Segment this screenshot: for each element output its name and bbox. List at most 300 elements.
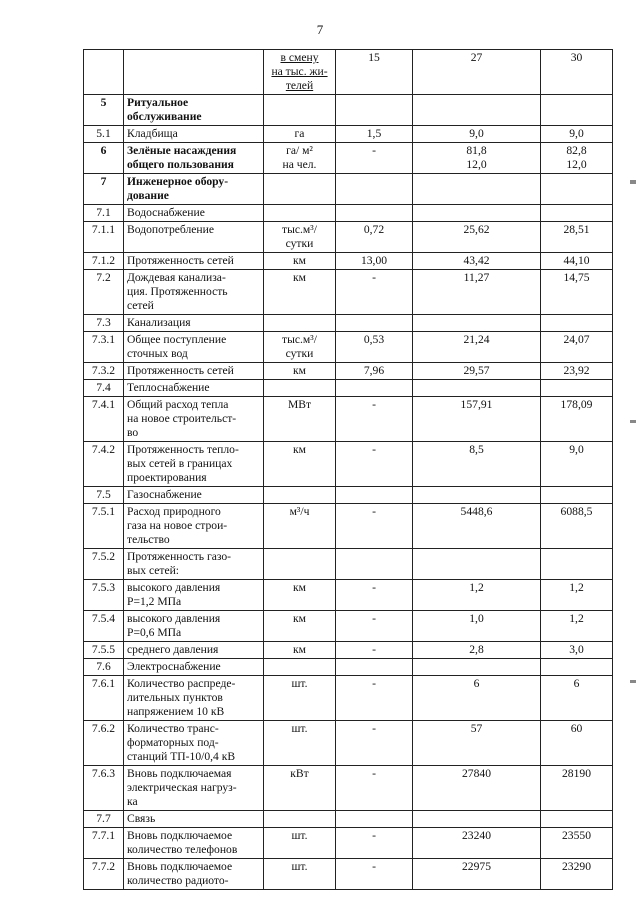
- cell-name-text: среднего давления: [127, 643, 219, 656]
- cell-num: [84, 580, 124, 611]
- cell-num-text: 5.1: [96, 127, 111, 140]
- cell-unit: [264, 642, 336, 659]
- cell-unit: [264, 859, 336, 890]
- cell-v1-text: -: [372, 144, 376, 157]
- cell-v2-text: 43,42: [463, 254, 490, 267]
- cell-v3-text: 3,0: [569, 643, 584, 656]
- table-row: [84, 95, 613, 126]
- cell-v3: [541, 380, 613, 397]
- cell-unit: [264, 143, 336, 174]
- cell-name: [124, 721, 264, 766]
- table-row: [84, 205, 613, 222]
- cell-unit-text: шт.: [291, 860, 308, 873]
- cell-v1: [336, 659, 413, 676]
- cell-name-text: Общий расход тепла на новое строительст- во: [127, 398, 237, 439]
- cell-name: [124, 659, 264, 676]
- cell-unit: [264, 766, 336, 811]
- cell-v2: [413, 721, 541, 766]
- cell-v1: [336, 580, 413, 611]
- cell-v2-text: 5448,6: [460, 505, 493, 518]
- scan-edge-mark: [630, 180, 636, 184]
- cell-v3: [541, 642, 613, 659]
- cell-v1: [336, 611, 413, 642]
- cell-v1: [336, 174, 413, 205]
- cell-v1-text: -: [372, 443, 376, 456]
- cell-name-text: Инженерное обору- дование: [127, 175, 229, 202]
- cell-v3: [541, 205, 613, 222]
- cell-unit-text: МВт: [287, 398, 312, 411]
- cell-unit-text: шт.: [291, 829, 308, 842]
- cell-v1-text: -: [372, 271, 376, 284]
- cell-v3-text: 6: [573, 677, 580, 690]
- cell-v3: [541, 676, 613, 721]
- cell-num: [84, 811, 124, 828]
- cell-v2-text: 21,24: [463, 333, 490, 346]
- cell-v2: [413, 549, 541, 580]
- cell-v2: [413, 363, 541, 380]
- cell-v2: [413, 222, 541, 253]
- cell-name: [124, 828, 264, 859]
- table-row: [84, 659, 613, 676]
- cell-name: [124, 504, 264, 549]
- table-row: [84, 332, 613, 363]
- cell-num: [84, 222, 124, 253]
- cell-unit-text: га/ м² на чел.: [282, 144, 317, 171]
- table-row: [84, 442, 613, 487]
- cell-v1-text: -: [372, 505, 376, 518]
- cell-v2-text: 22975: [462, 860, 491, 873]
- cell-v3: [541, 253, 613, 270]
- cell-v2-text: 29,57: [463, 364, 490, 377]
- cell-unit-text: шт.: [291, 677, 308, 690]
- table-body: [84, 50, 613, 890]
- cell-unit-text: км: [293, 364, 306, 377]
- cell-num: [84, 504, 124, 549]
- cell-num: [84, 315, 124, 332]
- cell-num: [84, 397, 124, 442]
- cell-num-text: 7.5.1: [91, 505, 116, 518]
- table-row: [84, 270, 613, 315]
- cell-num-text: 7.1.1: [91, 223, 116, 236]
- cell-name: [124, 766, 264, 811]
- cell-name-text: высокого давления Р=0,6 МПа: [127, 612, 221, 639]
- cell-v2: [413, 332, 541, 363]
- table-row: [84, 721, 613, 766]
- cell-name: [124, 315, 264, 332]
- cell-num-text: 7.6.3: [91, 767, 116, 780]
- cell-name-text: Расход природного газа на новое строи- тельство: [127, 505, 228, 546]
- cell-v1: [336, 721, 413, 766]
- cell-unit-text: км: [293, 271, 306, 284]
- cell-unit: [264, 504, 336, 549]
- indicators-table: [83, 49, 613, 890]
- cell-num: [84, 676, 124, 721]
- cell-name-text: Количество транс- форматорных под- станций ТП-10/0,4 кВ: [127, 722, 236, 763]
- cell-v3: [541, 859, 613, 890]
- cell-v2-text: 81,8 12,0: [466, 144, 487, 171]
- cell-name: [124, 611, 264, 642]
- cell-name-text: Зелёные насаждения общего пользования: [127, 144, 237, 171]
- cell-v1-text: 0,53: [363, 333, 385, 346]
- cell-num-text: 7.4.1: [91, 398, 116, 411]
- cell-v1: [336, 642, 413, 659]
- cell-name: [124, 253, 264, 270]
- cell-unit: [264, 270, 336, 315]
- cell-unit-text: км: [293, 254, 306, 267]
- cell-v3-text: 1,2: [569, 612, 584, 625]
- cell-v2-text: 25,62: [463, 223, 490, 236]
- cell-v1: [336, 332, 413, 363]
- page-number: 7: [316, 22, 324, 37]
- cell-v2-text: 1,0: [469, 612, 484, 625]
- cell-v3: [541, 332, 613, 363]
- cell-num-text: 6: [100, 144, 107, 157]
- cell-unit: [264, 487, 336, 504]
- cell-v1: [336, 270, 413, 315]
- cell-name-text: Водоснабжение: [127, 206, 205, 219]
- cell-name-text: Электроснабжение: [127, 660, 221, 673]
- cell-name: [124, 442, 264, 487]
- cell-v2: [413, 270, 541, 315]
- cell-v3-text: 6088,5: [560, 505, 593, 518]
- cell-v1-text: -: [372, 612, 376, 625]
- cell-v1: [336, 143, 413, 174]
- cell-name: [124, 126, 264, 143]
- table-row: [84, 143, 613, 174]
- cell-num: [84, 442, 124, 487]
- cell-v2: [413, 205, 541, 222]
- table-row: [84, 642, 613, 659]
- cell-num-text: 7.7.1: [91, 829, 116, 842]
- cell-num-text: 7.1.2: [91, 254, 116, 267]
- cell-v3: [541, 222, 613, 253]
- cell-name: [124, 549, 264, 580]
- cell-v1: [336, 504, 413, 549]
- cell-num: [84, 549, 124, 580]
- cell-v2-text: 11,27: [463, 271, 490, 284]
- cell-num-text: 7.3: [96, 316, 111, 329]
- cell-name-text: Связь: [127, 812, 156, 825]
- scan-edge-mark: [630, 680, 636, 683]
- cell-num: [84, 253, 124, 270]
- cell-v1: [336, 126, 413, 143]
- cell-v1: [336, 487, 413, 504]
- cell-name-text: Дождевая канализа- ция. Протяженность сетей: [127, 271, 228, 312]
- cell-name: [124, 676, 264, 721]
- cell-v3: [541, 549, 613, 580]
- cell-v2: [413, 143, 541, 174]
- table-row: [84, 580, 613, 611]
- cell-v1: [336, 442, 413, 487]
- cell-num-text: 7.3.1: [91, 333, 116, 346]
- cell-name-text: Вновь подключаемое количество радиото-: [127, 860, 233, 887]
- cell-name: [124, 380, 264, 397]
- unit-text: в смену на тыс. жи- телей: [271, 51, 328, 92]
- cell-name-text: Протяженность газо- вых сетей:: [127, 550, 232, 577]
- cell-v1: [336, 315, 413, 332]
- cell-v3-text: 1,2: [569, 581, 584, 594]
- cell-v2: [413, 580, 541, 611]
- cell-v1-text: -: [372, 860, 376, 873]
- cell-name: [124, 270, 264, 315]
- cell-num: [84, 95, 124, 126]
- cell-name: [124, 332, 264, 363]
- cell-num-text: 7.3.2: [91, 364, 116, 377]
- cell-unit: [264, 721, 336, 766]
- cell-v1: [336, 676, 413, 721]
- cell-v1: [336, 397, 413, 442]
- table-row: [84, 811, 613, 828]
- cell-num-text: 7.1: [96, 206, 111, 219]
- cell-v3-text: 14,75: [563, 271, 590, 284]
- cell-v1: 15: [336, 50, 413, 95]
- cell-num: [84, 766, 124, 811]
- table-row: [84, 174, 613, 205]
- table-row: [84, 828, 613, 859]
- cell-v2: [413, 487, 541, 504]
- cell-unit-text: тыс.м³/ сутки: [282, 333, 317, 360]
- cell-v1-text: 1,5: [366, 127, 382, 140]
- cell-unit: [264, 222, 336, 253]
- cell-name: [124, 143, 264, 174]
- cell-v3-text: 28,51: [563, 223, 590, 236]
- cell-name: [124, 50, 264, 95]
- cell-v1: [336, 222, 413, 253]
- cell-v3: [541, 659, 613, 676]
- cell-v3-text: 44,10: [563, 254, 590, 267]
- cell-v3-text: 24,07: [563, 333, 590, 346]
- cell-name-text: Кладбища: [127, 127, 178, 140]
- cell-name-text: Протяженность сетей: [127, 364, 234, 377]
- cell-v3: [541, 828, 613, 859]
- cell-name-text: Канализация: [127, 316, 191, 329]
- cell-v3-text: 60: [570, 722, 583, 735]
- cell-unit: [264, 580, 336, 611]
- cell-v3-text: 28190: [562, 767, 591, 780]
- cell-v1-text: -: [372, 677, 376, 690]
- cell-name: [124, 580, 264, 611]
- cell-v3: 30: [541, 50, 613, 95]
- table-row: [84, 222, 613, 253]
- cell-name-text: Количество распреде- лительных пунктов напряжением 10 кВ: [127, 677, 236, 718]
- table-row: [84, 380, 613, 397]
- cell-num: [84, 50, 124, 95]
- cell-unit: [264, 442, 336, 487]
- cell-name: [124, 859, 264, 890]
- cell-num-text: 5: [100, 96, 107, 109]
- cell-unit: [264, 380, 336, 397]
- cell-unit: [264, 549, 336, 580]
- cell-v1: [336, 363, 413, 380]
- cell-unit: [264, 811, 336, 828]
- cell-v1-text: 13,00: [360, 254, 388, 267]
- cell-v3-text: 178,09: [560, 398, 593, 411]
- cell-name-text: Теплоснабжение: [127, 381, 210, 394]
- cell-v3-text: 23290: [562, 860, 591, 873]
- cell-name: [124, 363, 264, 380]
- cell-v3: [541, 487, 613, 504]
- cell-v1: [336, 766, 413, 811]
- cell-name-text: Водопотребление: [127, 223, 214, 236]
- table-row: [84, 363, 613, 380]
- cell-unit: [264, 253, 336, 270]
- cell-name-text: Общее поступление сточных вод: [127, 333, 227, 360]
- cell-name-text: Газоснабжение: [127, 488, 202, 501]
- cell-name-text: Протяженность тепло- вых сетей в границах проектирования: [127, 443, 239, 484]
- cell-v2: [413, 766, 541, 811]
- cell-num-text: 7.4.2: [91, 443, 116, 456]
- cell-v3: [541, 143, 613, 174]
- cell-v2: [413, 828, 541, 859]
- cell-v2: [413, 315, 541, 332]
- cell-v2: [413, 380, 541, 397]
- cell-name-text: Протяженность сетей: [127, 254, 234, 267]
- cell-v2: [413, 611, 541, 642]
- cell-num-text: 7.6: [96, 660, 111, 673]
- cell-v2: [413, 504, 541, 549]
- cell-num: [84, 487, 124, 504]
- table-row: [84, 253, 613, 270]
- cell-v2: [413, 126, 541, 143]
- cell-unit: [264, 676, 336, 721]
- cell-v2-text: 57: [470, 722, 483, 735]
- cell-num-text: 7.2: [96, 271, 111, 284]
- table-row: [84, 859, 613, 890]
- cell-v1-text: -: [372, 767, 376, 780]
- scan-edge-mark: [630, 420, 636, 423]
- cell-v2: [413, 95, 541, 126]
- cell-unit: [264, 95, 336, 126]
- cell-num: [84, 828, 124, 859]
- cell-v1-text: -: [372, 581, 376, 594]
- cell-v3: [541, 315, 613, 332]
- cell-v1-text: -: [372, 398, 376, 411]
- cell-v3-text: 82,8 12,0: [566, 144, 587, 171]
- cell-num-text: 7.5: [96, 488, 111, 501]
- cell-v3-text: 9,0: [569, 127, 584, 140]
- cell-num: [84, 859, 124, 890]
- cell-name: [124, 95, 264, 126]
- cell-v1: [336, 95, 413, 126]
- cell-v3: [541, 504, 613, 549]
- cell-num: [84, 205, 124, 222]
- cell-num: [84, 174, 124, 205]
- cell-v1-text: -: [372, 643, 376, 656]
- cell-v1: [336, 253, 413, 270]
- table-row: [84, 766, 613, 811]
- cell-v3: [541, 95, 613, 126]
- cell-v2-text: 157,91: [460, 398, 493, 411]
- cell-v1: [336, 549, 413, 580]
- cell-num: [84, 380, 124, 397]
- cell-unit-text: м³/ч: [289, 505, 310, 518]
- cell-name: [124, 487, 264, 504]
- cell-num-text: 7.6.1: [91, 677, 116, 690]
- cell-v1: [336, 811, 413, 828]
- cell-name: [124, 222, 264, 253]
- cell-v2: [413, 676, 541, 721]
- cell-num-text: 7.7.2: [91, 860, 116, 873]
- cell-unit-text: км: [293, 643, 306, 656]
- cell-num-text: 7.7: [96, 812, 111, 825]
- cell-unit: [264, 363, 336, 380]
- cell-unit: [264, 50, 336, 95]
- table-row: [84, 611, 613, 642]
- cell-v2-text: 1,2: [469, 581, 484, 594]
- cell-unit-text: км: [293, 612, 306, 625]
- cell-v2: [413, 859, 541, 890]
- cell-num: [84, 126, 124, 143]
- cell-v2-text: 6: [473, 677, 480, 690]
- cell-name-text: Вновь подключаемая электрическая нагруз- ка: [127, 767, 237, 808]
- cell-unit: [264, 332, 336, 363]
- cell-unit: [264, 397, 336, 442]
- cell-num-text: 7.5.4: [91, 612, 116, 625]
- cell-v1-text: -: [372, 829, 376, 842]
- cell-unit: [264, 828, 336, 859]
- cell-name: [124, 642, 264, 659]
- cell-v1: [336, 205, 413, 222]
- cell-v2: 27: [413, 50, 541, 95]
- cell-unit-text: тыс.м³/ сутки: [282, 223, 317, 250]
- cell-v2-text: 9,0: [469, 127, 484, 140]
- cell-v3: [541, 721, 613, 766]
- cell-unit: [264, 315, 336, 332]
- cell-unit-text: кВт: [290, 767, 309, 780]
- cell-v2-text: 23240: [462, 829, 491, 842]
- cell-name: [124, 205, 264, 222]
- cell-v3-text: 23,92: [563, 364, 590, 377]
- cell-unit: [264, 174, 336, 205]
- cell-v3: [541, 580, 613, 611]
- cell-unit: [264, 611, 336, 642]
- cell-num: [84, 659, 124, 676]
- cell-num: [84, 143, 124, 174]
- cell-v2: [413, 659, 541, 676]
- table-row: [84, 126, 613, 143]
- cell-name: [124, 811, 264, 828]
- cell-num: [84, 611, 124, 642]
- cell-v1: [336, 380, 413, 397]
- cell-num-text: 7.6.2: [91, 722, 116, 735]
- cell-v3: [541, 363, 613, 380]
- cell-num-text: 7.5.5: [91, 643, 116, 656]
- cell-v3: [541, 442, 613, 487]
- cell-v2: [413, 174, 541, 205]
- cell-name: [124, 397, 264, 442]
- cell-v1-text: 7,96: [363, 364, 385, 377]
- cell-v3: [541, 766, 613, 811]
- cell-v2-text: 27840: [462, 767, 491, 780]
- cell-v1: [336, 828, 413, 859]
- cell-v2-text: 8,5: [469, 443, 484, 456]
- table-row: [84, 315, 613, 332]
- cell-v3: [541, 811, 613, 828]
- cell-num-text: 7.4: [96, 381, 111, 394]
- cell-v2: [413, 811, 541, 828]
- cell-unit-text: км: [293, 443, 306, 456]
- cell-v2: [413, 642, 541, 659]
- cell-unit: [264, 659, 336, 676]
- table-row: [84, 549, 613, 580]
- table-row: [84, 487, 613, 504]
- table-row: [84, 504, 613, 549]
- cell-v3-text: 23550: [562, 829, 591, 842]
- cell-num: [84, 270, 124, 315]
- cell-v3: [541, 174, 613, 205]
- cell-num: [84, 721, 124, 766]
- cell-v3: [541, 611, 613, 642]
